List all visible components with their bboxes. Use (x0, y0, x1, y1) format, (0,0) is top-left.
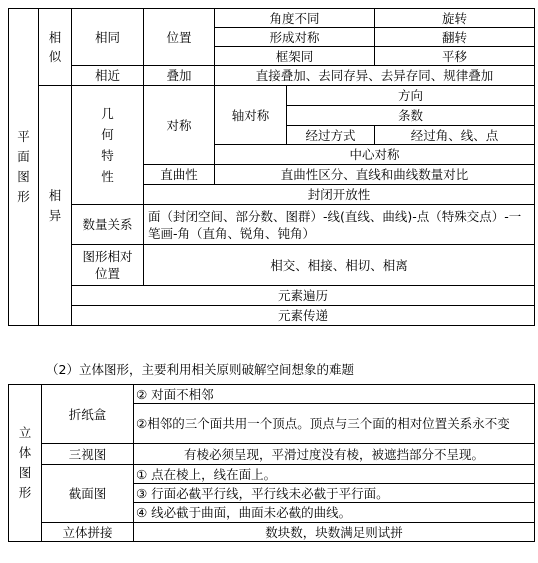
quantity-label: 数量关系 (72, 205, 144, 245)
relative-position-label: 图形相对位置 (72, 245, 144, 286)
same-label: 相同 (72, 9, 144, 66)
rotate-cell: 旋转 (375, 9, 535, 28)
quantity-desc: 面（封闭空间、部分数、图群）-线(直线、曲线)-点（特殊交点）-一笔画-角（直角、锐角、钝角） (144, 205, 535, 245)
translate-cell: 平移 (375, 47, 535, 66)
flip-cell: 翻转 (375, 28, 535, 47)
similar-label: 相似 (39, 9, 72, 86)
paper-box-label: 折纸盒 (42, 385, 134, 444)
angle-diff-cell: 角度不同 (215, 9, 375, 28)
section-label: 截面图 (42, 465, 134, 523)
assembly-label: 立体拼接 (42, 523, 134, 542)
paper-box-rule-1: ② 对面不相邻 (134, 385, 535, 404)
direction-cell: 方向 (287, 86, 535, 106)
three-view-label: 三视图 (42, 444, 134, 465)
overlay-desc: 直接叠加、去同存异、去异存同、规律叠加 (215, 66, 535, 86)
relative-position-desc: 相交、相接、相切、相离 (144, 245, 535, 286)
category-plane-figure: 平面图形 (9, 9, 39, 326)
near-label: 相近 (72, 66, 144, 86)
plane-figure-table (8, 8, 535, 326)
pass-way-desc: 经过角、线、点 (375, 126, 535, 145)
geometric-property-label: 几何特性 (72, 86, 144, 205)
assembly-desc: 数块数，块数满足则试拼 (134, 523, 535, 542)
position-label: 位置 (144, 9, 215, 66)
three-view-desc: 有棱必须呈现，平滑过度没有棱，被遮挡部分不呈现。 (134, 444, 535, 465)
paper-box-rule-2: ②相邻的三个面共用一个顶点。顶点与三个面的相对位置关系永不变 (134, 404, 535, 444)
straight-curve-label: 直曲性 (144, 165, 215, 185)
section-rule-2: ③ 行面必截平行线，平行线未必截于平行面。 (134, 484, 535, 503)
form-symmetry-cell: 形成对称 (215, 28, 375, 47)
element-traverse-cell: 元素遍历 (72, 286, 535, 306)
overlay-label: 叠加 (144, 66, 215, 86)
axial-symmetry-label: 轴对称 (215, 86, 287, 145)
symmetry-label: 对称 (144, 86, 215, 165)
solid-figure-caption: （2）立体图形，主要利用相关原则破解空间想象的难题 (46, 362, 354, 377)
count-cell: 条数 (287, 106, 535, 126)
solid-figure-table (8, 384, 535, 542)
frame-same-cell: 框架同 (215, 47, 375, 66)
straight-curve-desc: 直曲性区分、直线和曲线数量对比 (215, 165, 535, 185)
closed-open-cell: 封闭开放性 (144, 185, 535, 205)
section-rule-3: ④ 线必截于曲面，曲面未必截的曲线。 (134, 503, 535, 523)
section-rule-1: ① 点在棱上，线在面上。 (134, 465, 535, 484)
element-pass-cell: 元素传递 (72, 306, 535, 326)
different-label: 相异 (39, 86, 72, 326)
central-symmetry-cell: 中心对称 (215, 145, 535, 165)
category-solid-figure: 立体图形 (9, 385, 42, 542)
pass-way-cell: 经过方式 (287, 126, 375, 145)
